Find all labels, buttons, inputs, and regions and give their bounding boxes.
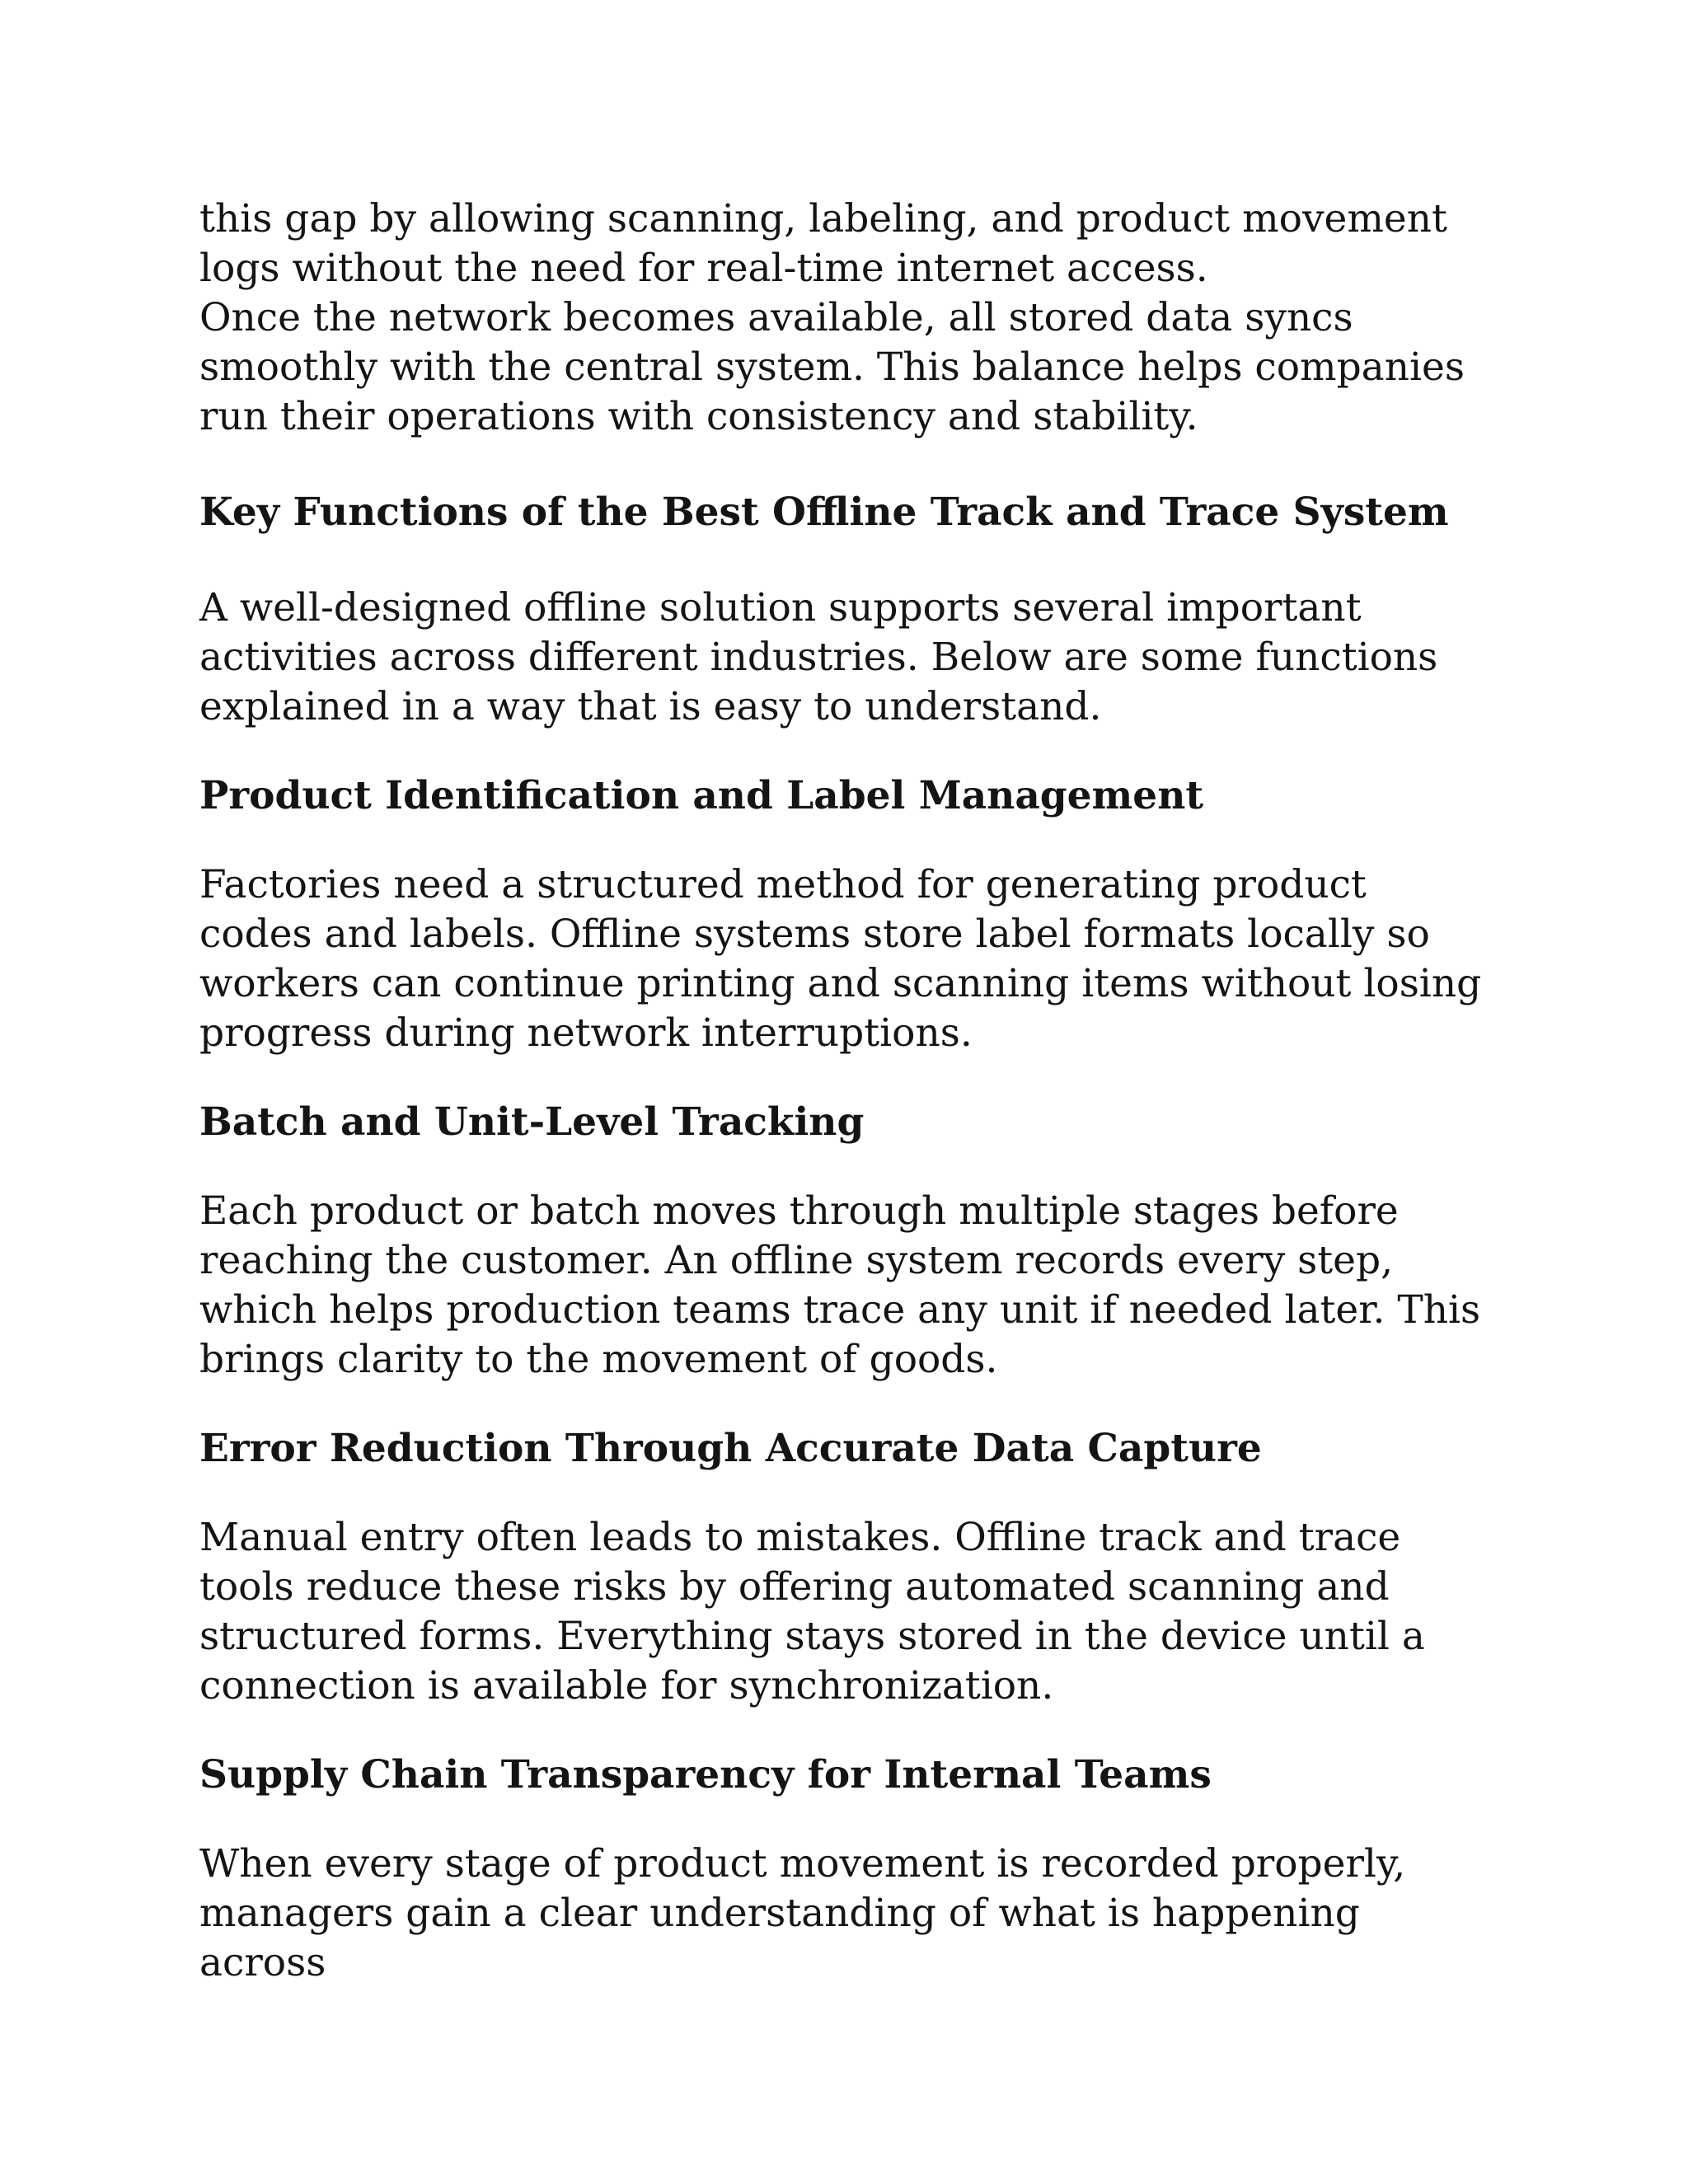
document-page [199, 194, 1485, 1988]
section-body-error-reduction: Manual entry often leads to mistakes. Offline track and trace tools reduce these risks by offering automated scanning and structured forms. Everything stays stored in the device until a connection is available for synchronization. [199, 1515, 1425, 1708]
section-heading-batch-tracking: Batch and Unit-Level Tracking [199, 1099, 865, 1145]
section-body-product-identification: Factories need a structured method for generating product codes and labels. Offline systems store label formats locally so workers can continue printing and scanning items without losing progress during network interruptions. [199, 862, 1482, 1056]
intro-paragraph-1: this gap by allowing scanning, labeling, and product movement logs without the need for real-time internet access. [199, 196, 1447, 291]
intro-paragraph-2: Once the network becomes available, all stored data syncs smoothly with the central system. This balance helps companies run their operations with consistency and stability. [199, 295, 1465, 439]
section-heading-key-functions: Key Functions of the Best Offline Track and Trace System [199, 490, 1449, 535]
section-heading-supply-chain: Supply Chain Transparency for Internal Teams [199, 1752, 1212, 1797]
section-heading-error-reduction: Error Reduction Through Accurate Data Capture [199, 1426, 1262, 1471]
section-body-batch-tracking: Each product or batch moves through multiple stages before reaching the customer. An offline system records every step, which helps production teams trace any unit if needed later. This brings clarity to the movement of goods. [199, 1188, 1481, 1382]
section-heading-product-identification: Product Identification and Label Management [199, 773, 1204, 818]
section-body-key-functions: A well-designed offline solution supports several important activities across different industries. Below are some functions explained in a way that is easy to understand. [199, 585, 1438, 729]
section-body-supply-chain: When every stage of product movement is recorded properly, managers gain a clear understanding of what is happening across [199, 1841, 1406, 1985]
